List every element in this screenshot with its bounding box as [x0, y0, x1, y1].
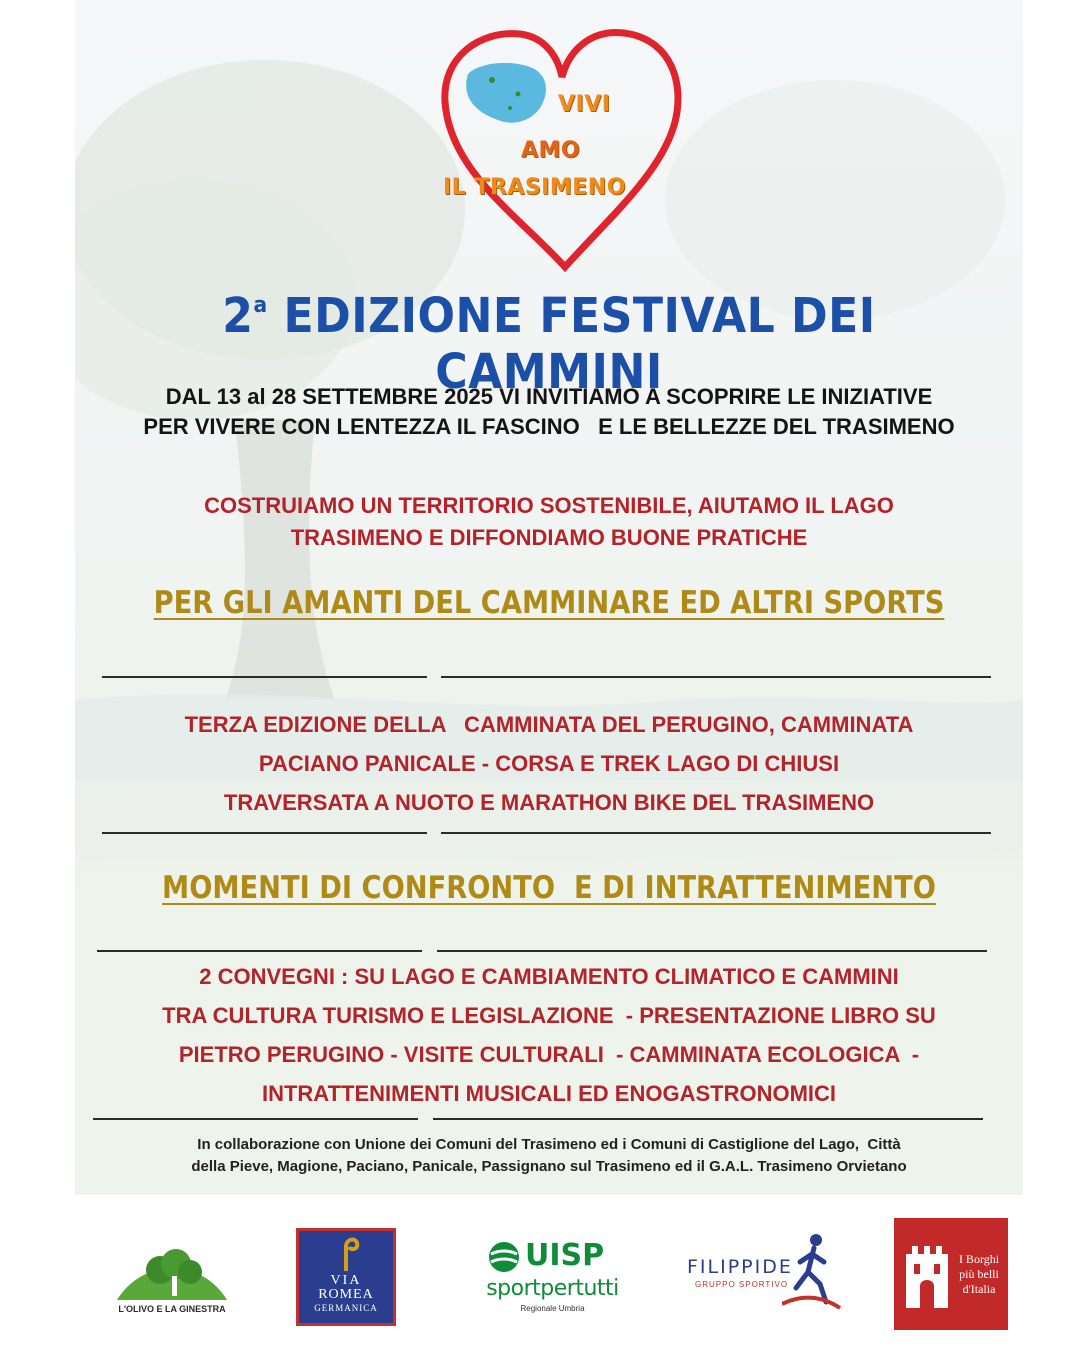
sports-line: TRAVERSATA A NUOTO E MARATHON BIKE DEL TRASIMENO	[223, 790, 875, 815]
mission-line: COSTRUIAMO UN TERRITORIO SOSTENIBILE, AIUTAMO IL LAGO	[204, 493, 894, 518]
events-list	[75, 957, 1023, 1113]
pilgrim-staff-icon	[299, 1233, 393, 1273]
filippide-logo	[687, 1232, 842, 1312]
title-number: 2	[222, 288, 254, 344]
romea-text-1: VIA	[330, 1273, 362, 1288]
sports-heading	[132, 585, 966, 621]
events-line: TRA CULTURA TURISMO E LEGISLAZIONE - PRESENTAZIONE LIBRO SU	[162, 1003, 936, 1028]
uisp-region-text: Regionale Umbria	[520, 1304, 585, 1313]
divider-line	[437, 950, 987, 952]
uisp-logo	[485, 1238, 620, 1318]
mission-text	[75, 490, 1023, 554]
events-heading-text: MOMENTI DI CONFRONTO E DI INTRATTENIMENTO	[162, 870, 936, 906]
divider-line	[102, 676, 427, 678]
uisp-globe-icon	[485, 1240, 523, 1274]
collaboration-line: In collaborazione con Unione dei Comuni del Trasimeno ed i Comuni di Castiglione del Lago, Città	[197, 1136, 901, 1153]
olivo-label: L'OLIVO E LA GINESTRA	[118, 1304, 226, 1314]
filippide-sub-text: GRUPPO SPORTIVO	[695, 1280, 789, 1289]
romea-text-3: GERMANICA	[314, 1303, 378, 1313]
olivo-ginestra-logo	[112, 1238, 232, 1322]
borghi-line: d'Italia	[962, 1282, 996, 1296]
borghi-line: I Borghi	[958, 1252, 1000, 1266]
mission-line: TRASIMENO E DIFFONDIAMO BUONE PRATICHE	[290, 525, 808, 550]
divider-line	[97, 950, 422, 952]
divider-line	[441, 832, 991, 834]
heart-text-vivi: VIVI	[558, 92, 611, 117]
via-romea-logo	[296, 1228, 396, 1326]
events-line: 2 CONVEGNI : SU LAGO E CAMBIAMENTO CLIMATICO E CAMMINI	[199, 964, 899, 989]
romea-text-2: ROMEA	[318, 1287, 374, 1302]
events-line: INTRATTENIMENTI MUSICALI ED ENOGASTRONOMICI	[261, 1081, 837, 1106]
events-heading	[132, 870, 966, 906]
uisp-sub-text: sportpertutti	[486, 1276, 619, 1301]
sports-line: PACIANO PANICALE - CORSA E TREK LAGO DI CHIUSI	[258, 751, 840, 776]
borghi-italia-logo	[894, 1218, 1008, 1330]
divider-line	[102, 832, 427, 834]
title-ordinal: a	[253, 293, 268, 318]
divider-line	[441, 676, 991, 678]
collaboration-line: della Pieve, Magione, Paciano, Panicale, Passignano sul Trasimeno ed il G.A.L. Trasimeno Orvietano	[191, 1158, 907, 1175]
title-text: EDIZIONE FESTIVAL DEI CAMMINI	[283, 288, 876, 400]
castle-tower-icon	[902, 1240, 952, 1310]
heart-text-trasimeno: IL TRASIMENO	[443, 175, 626, 200]
olive-tree-icon	[112, 1238, 232, 1304]
intro-text	[75, 382, 1023, 442]
events-line: PIETRO PERUGINO - VISITE CULTURALI - CAMMINATA ECOLOGICA -	[178, 1042, 920, 1067]
borghi-text	[952, 1252, 1006, 1297]
intro-line: DAL 13 al 28 SETTEMBRE 2025 VI INVITIAMO A SCOPRIRE LE INIZIATIVE	[165, 384, 933, 409]
borghi-line: più belli	[959, 1267, 999, 1281]
runner-icon	[782, 1232, 842, 1312]
intro-line: PER VIVERE CON LENTEZZA IL FASCINO E LE BELLEZZE DEL TRASIMENO	[143, 414, 955, 439]
festival-poster	[75, 0, 1023, 1195]
divider-line	[93, 1118, 418, 1120]
heart-text-amo: AMO	[521, 138, 581, 163]
divider-line	[433, 1118, 983, 1120]
filippide-main-text: FILIPPIDE	[687, 1256, 793, 1278]
sports-events-list	[75, 705, 1023, 822]
sports-heading-text: PER GLI AMANTI DEL CAMMINARE ED ALTRI SPORTS	[153, 585, 945, 621]
sports-line: TERZA EDIZIONE DELLA CAMMINATA DEL PERUGINO, CAMMINATA	[184, 712, 914, 737]
uisp-main-text: UISP	[525, 1238, 605, 1273]
collaboration-text	[75, 1134, 1023, 1178]
